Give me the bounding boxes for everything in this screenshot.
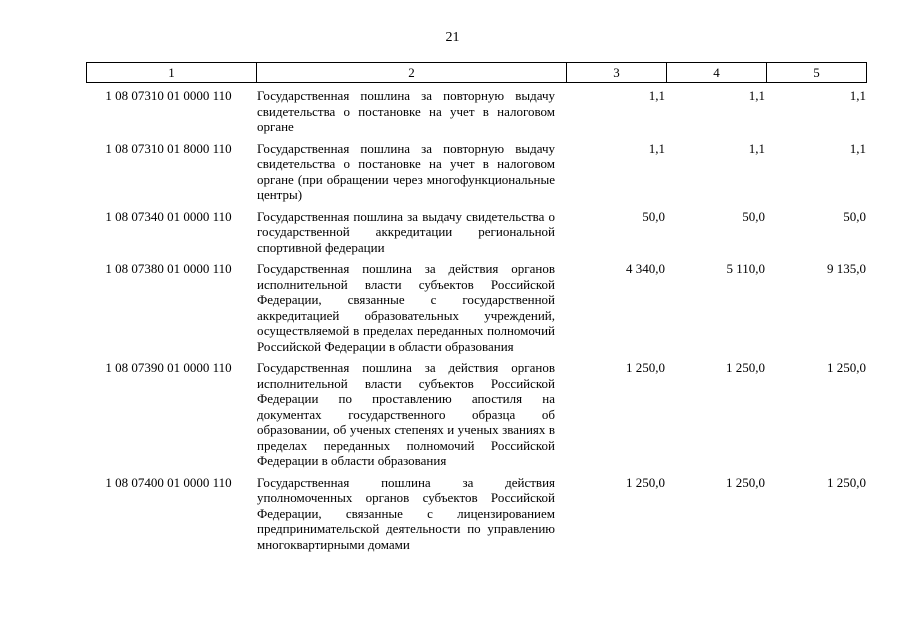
header-col-3: 3 [567, 63, 667, 83]
value-col-5: 1,1 [849, 140, 866, 156]
budget-code: 1 08 07380 01 0000 110 [105, 261, 232, 276]
revenue-name: Государственная пошлина за повторную выдачу свидетельства о постановке на учет в налоговом органе [257, 88, 555, 134]
value-col-4: 1 250,0 [726, 360, 765, 375]
value-col-3: 50,0 [642, 208, 665, 224]
revenue-name: Государственная пошлина за повторную выдачу свидетельства о постановке на учет в налоговом органе (при обращении через многофункциональные центры) [257, 140, 555, 202]
value-col-5: 9 135,0 [827, 261, 866, 276]
value-col-5: 50,0 [843, 208, 866, 224]
budget-table-body [86, 88, 866, 558]
value-col-5: 1 250,0 [827, 474, 866, 490]
budget-code: 1 08 07400 01 0000 110 [105, 474, 232, 490]
header-col-5: 5 [767, 63, 867, 83]
value-col-5: 1 250,0 [827, 360, 866, 375]
table-row [86, 360, 866, 469]
value-col-4: 5 110,0 [726, 261, 765, 276]
header-col-1: 1 [87, 63, 257, 83]
value-col-3: 1,1 [648, 88, 665, 103]
value-col-4: 1,1 [748, 140, 765, 156]
value-col-3: 1,1 [648, 140, 665, 156]
revenue-name: Государственная пошлина за выдачу свидетельства о государственной аккредитации региональной спортивной федерации [257, 208, 555, 255]
value-col-3: 1 250,0 [626, 360, 665, 375]
header-col-2: 2 [257, 63, 567, 83]
value-col-5: 1,1 [849, 88, 866, 103]
table-row [86, 261, 866, 354]
table-row [86, 141, 866, 203]
value-col-4: 50,0 [742, 208, 765, 224]
value-col-4: 1 250,0 [726, 474, 765, 490]
budget-code: 1 08 07310 01 0000 110 [105, 88, 232, 103]
revenue-name: Государственная пошлина за действия уполномоченных органов субъектов Российской Федерации, связанные с лицензированием предпринимательской деятельности по управлению многоквартирными домами [257, 474, 555, 552]
header-col-4: 4 [667, 63, 767, 83]
table-row [86, 475, 866, 553]
table-row [86, 88, 866, 135]
revenue-name: Государственная пошлина за действия органов исполнительной власти субъектов Российской Федерации, связанные с государственной аккредитацией образовательных учреждений, осуществляемой в пределах переданных полномочий Российской Федерации в области образования [257, 261, 555, 354]
table-row [86, 209, 866, 256]
budget-code: 1 08 07310 01 8000 110 [105, 140, 232, 156]
budget-code: 1 08 07340 01 0000 110 [105, 208, 232, 224]
revenue-name: Государственная пошлина за действия органов исполнительной власти субъектов Российской Федерации по проставлению апостиля на документах государственного образца об образовании, об ученых степенях и ученых званиях в пределах переданных полномочий Российской Федерации в области образования [257, 360, 555, 468]
value-col-4: 1,1 [748, 88, 765, 103]
value-col-3: 4 340,0 [626, 261, 665, 276]
page-number: 21 [445, 30, 460, 45]
column-number-header [86, 62, 867, 83]
value-col-3: 1 250,0 [626, 474, 665, 490]
budget-code: 1 08 07390 01 0000 110 [105, 360, 232, 375]
